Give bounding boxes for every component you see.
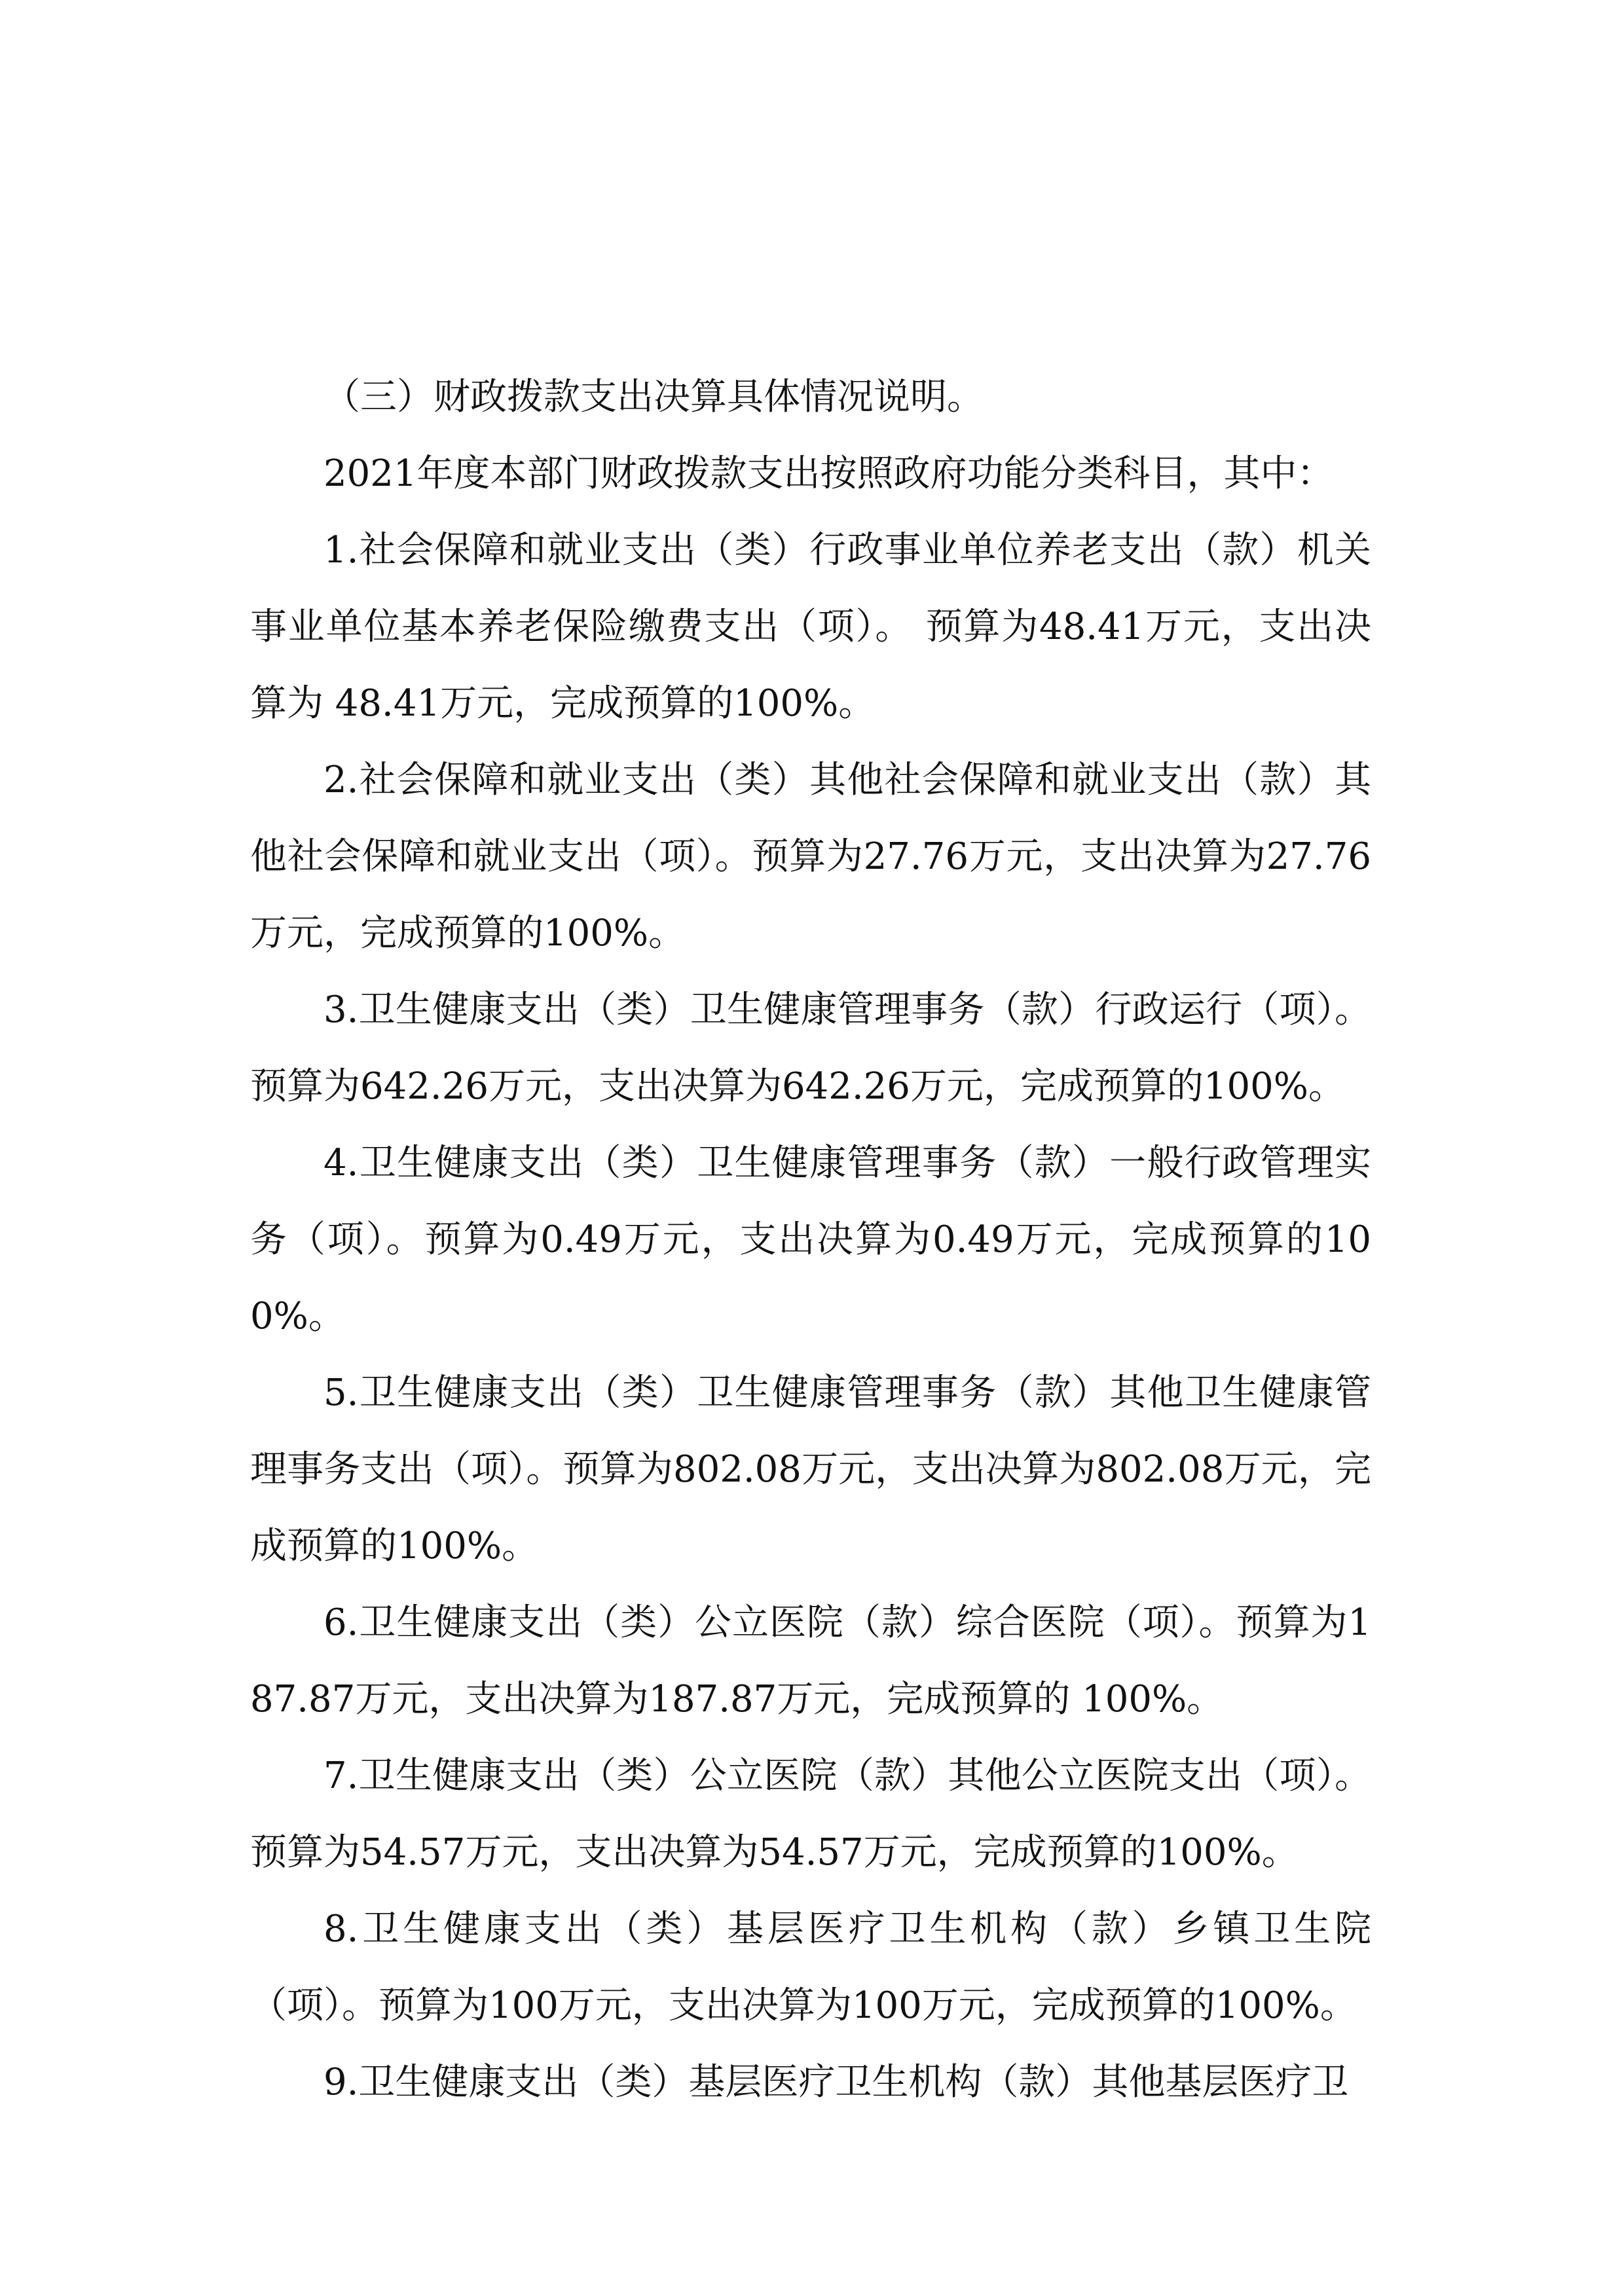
item-paragraph-5: 5.卫生健康支出（类）卫生健康管理事务（款）其他卫生健康管理事务支出（项）。预算为802.08万元，支出决算为802.08万元，完成预算的100%。 <box>250 1372 1371 1567</box>
section-heading: （三）财政拨款支出决算具体情况说明。 <box>323 376 984 418</box>
item-paragraph-7: 7.卫生健康支出（类）公立医院（款）其他公立医院支出（项）。预算为54.57万元，支出决算为54.57万元，完成预算的100%。 <box>250 1755 1371 1874</box>
intro-paragraph: 2021年度本部门财政拨款支出按照政府功能分类科目，其中： <box>323 452 1334 495</box>
item-paragraph-1: 1.社会保障和就业支出（类）行政事业单位养老支出（款）机关事业单位基本养老保险缴费支出（项）。 预算为48.41万元，支出决算为 48.41万元，完成预算的100%。 <box>250 529 1371 725</box>
document-body <box>250 359 1371 2121</box>
item-paragraph-8: 8.卫生健康支出（类）基层医疗卫生机构（款）乡镇卫生院（项）。预算为100万元，支出决算为100万元，完成预算的100%。 <box>250 1908 1371 2027</box>
item-paragraph-4: 4.卫生健康支出（类）卫生健康管理事务（款）一般行政管理实务（项）。预算为0.49万元，支出决算为0.49万元，完成预算的100%。 <box>250 1142 1371 1338</box>
item-paragraph-2: 2.社会保障和就业支出（类）其他社会保障和就业支出（款）其他社会保障和就业支出（项）。预算为27.76万元，支出决算为27.76万元，完成预算的100%。 <box>250 759 1371 955</box>
item-paragraph-6: 6.卫生健康支出（类）公立医院（款）综合医院（项）。预算为187.87万元，支出决算为187.87万元，完成预算的 100%。 <box>250 1601 1371 1721</box>
item-paragraph-9: 9.卫生健康支出（类）基层医疗卫生机构（款）其他基层医疗卫 <box>323 2061 1349 2104</box>
item-paragraph-3: 3.卫生健康支出（类）卫生健康管理事务（款）行政运行（项）。预算为642.26万元，支出决算为642.26万元，完成预算的100%。 <box>250 989 1371 1108</box>
